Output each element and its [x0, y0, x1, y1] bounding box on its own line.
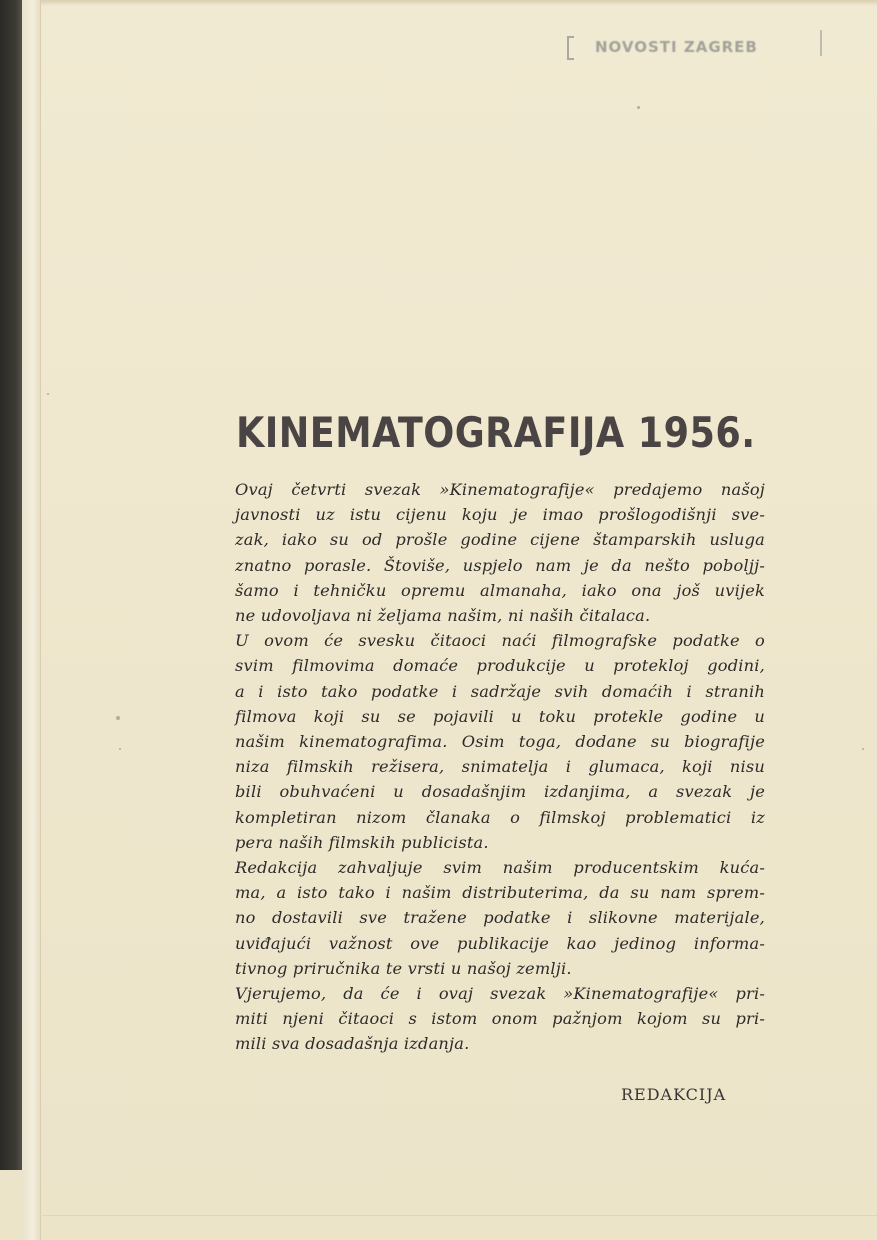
body-line: Redakcija zahvaljuje svim našim producentskim kuća- [235, 858, 765, 878]
paper-speck [47, 393, 49, 395]
body-line: uviđajući važnost ove publikacije kao jedinog informa- [235, 933, 765, 953]
body-line: pera naših filmskih publicista. [235, 832, 489, 852]
body-line: ma, a isto tako i našim distributerima, da su nam sprem- [235, 883, 765, 903]
body-line: mili sva dosadašnja izdanja. [235, 1034, 470, 1054]
paper-speck [862, 748, 864, 750]
paper-speck [637, 106, 640, 109]
body-line: znatno porasle. Štoviše, uspjelo nam je da nešto poboljj- [235, 555, 765, 575]
body-line: zak, iako su od prošle godine cijene štamparskih usluga [235, 530, 765, 550]
page-gutter [22, 0, 41, 1240]
book-spine-shadow [0, 0, 22, 1170]
page-top-edge [40, 0, 877, 6]
body-line: bili obuhvaćeni u dosadašnjim izdanjima, a svezak je [235, 782, 765, 802]
body-line: niza filmskih režisera, snimatelja i glumaca, koji nisu [235, 757, 765, 777]
body-line: Vjerujemo, da će i ovaj svezak »Kinematografije« pri- [235, 984, 765, 1004]
body-line: miti njeni čitaoci s istom onom pažnjom kojom su pri- [235, 1009, 765, 1029]
signature: REDAKCIJA [621, 1085, 727, 1104]
body-line: filmova koji su se pojavili u toku protekle godine u [235, 706, 765, 726]
body-line: tivnog priručnika te vrsti u našoj zemlji. [235, 958, 572, 978]
body-line: no dostavili sve tražene podatke i slikovne materijale, [235, 908, 765, 928]
body-line: a i isto tako podatke i sadržaje svih domaćih i stranih [235, 681, 765, 701]
library-stamp [567, 30, 822, 64]
body-line: javnosti uz istu cijenu koju je imao prošlogodišnji sve- [235, 505, 765, 525]
body-line: svim filmovima domaće produkcije u proteklој godini, [235, 656, 765, 676]
document-title: KINEMATOGRAFIJA 1956. [236, 408, 756, 457]
body-line: Ovaj četvrti svezak »Kinematografije« predajemo našoj [235, 480, 765, 499]
body-line: U ovom će svesku čitaoci naći filmografske podatke o [235, 631, 765, 651]
stamp-bracket-left [567, 36, 574, 60]
paper-speck [116, 716, 120, 720]
page-bottom-edge [40, 1215, 877, 1216]
body-line: šamo i tehničku opremu almanaha, iako ona još uvijek [235, 580, 765, 600]
body-line: našim kinematografima. Osim toga, dodane su biografije [235, 732, 765, 752]
stamp-bracket-right [816, 30, 822, 56]
body-line: ne udovoljava ni željama našim, ni naših čitalaca. [235, 606, 651, 626]
paper-speck [119, 748, 121, 750]
body-line: kompletiran nizom članaka o filmskoj problematici iz [235, 807, 765, 827]
document-body [235, 477, 765, 1057]
stamp-text: NOVOSTI ZAGREB [595, 38, 758, 56]
